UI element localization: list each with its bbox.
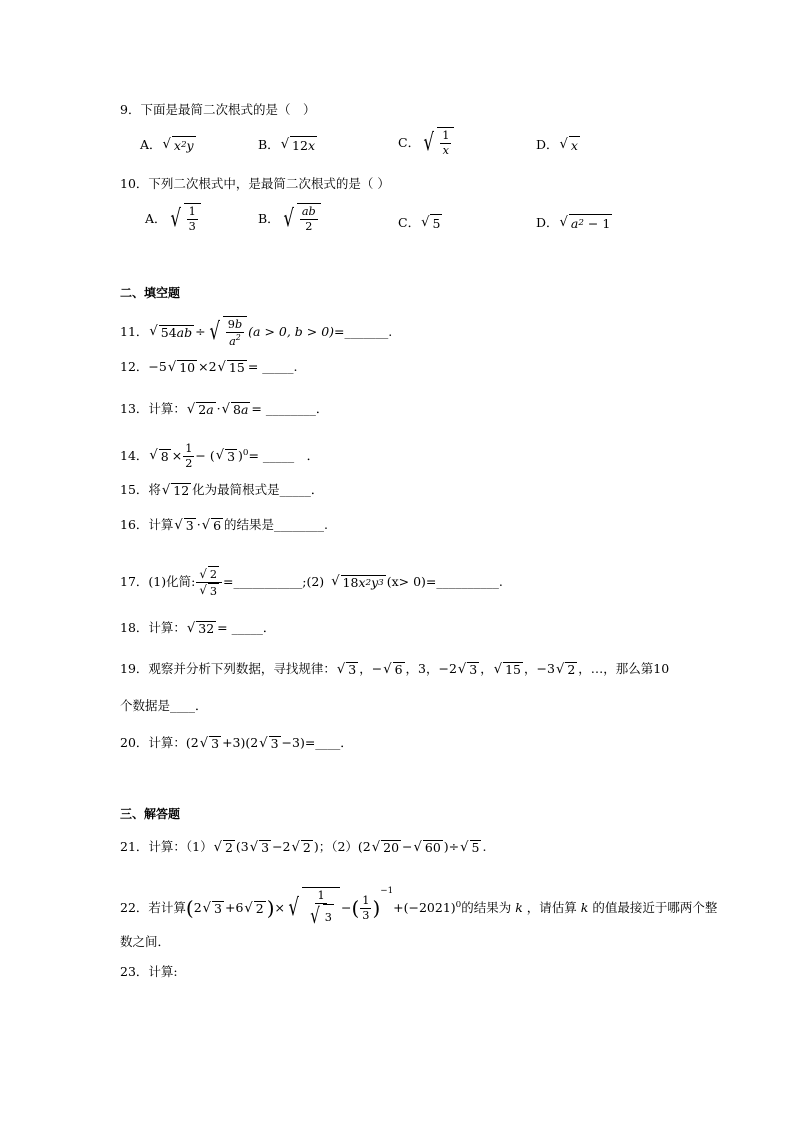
question-12: 12． −5 √ 10 ×2 √ 15 = _____.	[120, 359, 298, 375]
question-23: 23．计算:	[120, 964, 178, 979]
question-10	[120, 178, 390, 191]
question-11: 11． √ 54 ab ÷ √ $\frac{9b}{a^2}$ (a > 0, b > 0) =_______.	[120, 317, 393, 348]
question-9	[120, 104, 315, 117]
question-13: 13．计算： √ 2 a · √ 8 a = ________．	[120, 401, 329, 417]
question-20: 20．计算： (2 √ 3 +3)(2 √ 3 −3) =____．	[120, 735, 353, 751]
question-15: 15．将 √ 12 化为最简根式是_____．	[120, 482, 324, 498]
q10-option-d: D． √ a 2 − 1	[536, 214, 611, 231]
question-21: 21．计算：（1） √ 2 (3 √ 3 −2 √ 2 ) ；（2） (2 √ 20 − √ 60 )÷ √ 5 .	[120, 839, 487, 855]
question-22-line-2: 数之间．	[120, 934, 171, 949]
section-heading-solutions: 三、解答题	[120, 807, 181, 821]
question-18: 18．计算： √ 32 = _____．	[120, 620, 276, 636]
q9-option-b: B． √ 12 x	[258, 136, 316, 153]
q10-option-a: A． √ $\frac{1}{3}$	[145, 203, 202, 233]
question-19-line-2: 个数据是____．	[120, 698, 208, 713]
question-10-stem: 10．下列二次根式中，是最简二次根式的是（ ）	[120, 176, 390, 191]
q9-option-a: A． √ x 2 y	[140, 136, 194, 153]
question-17: 17．(1)化简: √ 2 √ 3 =___________;(2) √ 18 x 2 y 3 (x> 0)=__________.	[120, 566, 503, 598]
question-16: 16．计算 √ 3 · √ 6 的结果是________.	[120, 517, 328, 533]
question-19-line-1: 19．观察并分析下列数据，寻找规律： √ 3 ，− √ 6 ，3，−2 √ 3 ， √ 15 ，−3 √ 2 ，…，那么第10	[120, 661, 670, 677]
q10-option-c: C． √ 5	[398, 214, 441, 231]
question-9-stem: 9．下面是最简二次根式的是（ ）	[120, 102, 316, 117]
q9-option-d: D． √ x	[536, 136, 578, 153]
question-22-line-1: 22．若计算 ( 2 √ 3 +6 √ 2 ) × √ 1 √ 3 − ( $\frac{1}{3}$ ) −1 $+(-2021)^0$ 的结果为 k ，请估算 k 的值最接近于哪两个整	[120, 886, 718, 929]
q10-option-b: B． √ $\frac{ab}{2}$	[258, 203, 322, 233]
section-heading-fill-in: 二、填空题	[120, 286, 181, 300]
question-14: 14． √ 8 × $\frac{1}{2}$ − ( √ 3 )$^0$ = _____ ．	[120, 442, 320, 470]
q9-option-c: C． √ $\frac{1}{x}$	[398, 127, 455, 157]
